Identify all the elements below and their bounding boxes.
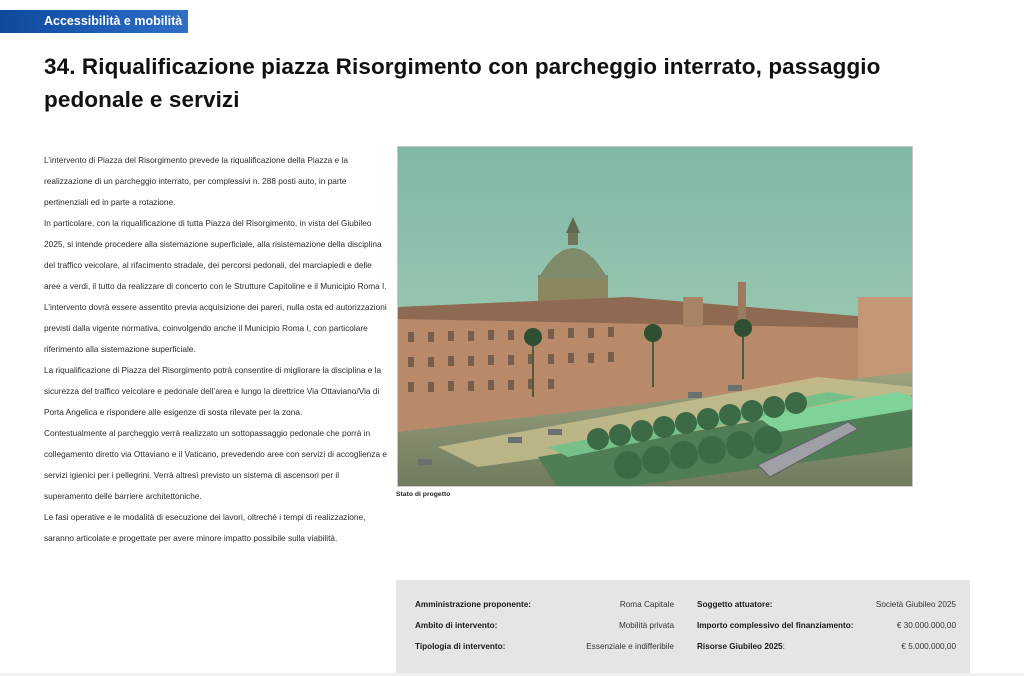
ambito-value: Mobilità privata (618, 621, 674, 630)
soggetto-value: Società Giubileo 2025 (875, 600, 956, 609)
risorse-label-group (697, 641, 785, 653)
body-paragraph: Le fasi operative e le modalità di esecuzione dei lavori, oltreché i tempi di realizzazione, saranno articolate e progettate per avere minore impatto possibile sulla viabilità. (44, 512, 366, 543)
risorse-label: Risorse Giubileo 2025 (697, 642, 783, 651)
project-info-box (396, 580, 970, 673)
body-paragraph: L’intervento dovrà essere assentito previa acquisizione dei pareri, nulla osta ed autorizzazioni previsti dalla vigente normativa, coinvolgendo anche il Municipio Roma I, con particolare riferimento alla sistemazione superficiale. (44, 302, 387, 354)
body-paragraph: L’intervento di Piazza del Risorgimento prevede la riqualificazione della Piazza e la realizzazione di un parcheggio interrato, per complessivi n. 288 posti auto, in parte pertinenziali ed in parte a rotazione. (44, 155, 348, 207)
amministrazione-value: Roma Capitale (619, 600, 674, 609)
importo-label: Importo complessivo del finanziamento: (697, 621, 854, 630)
project-illustration (397, 146, 913, 487)
risorse-value: € 5.000.000,00 (901, 642, 956, 651)
category-badge: Accessibilità e mobilità (0, 10, 188, 33)
tipologia-value: Essenziale e indifferibile (586, 642, 674, 651)
piazza-risorgimento-drawing (398, 147, 913, 487)
page-title: 34. Riqualificazione piazza Risorgimento con parcheggio interrato, passaggio pedonale e servizi (44, 54, 881, 112)
body-text (44, 150, 389, 549)
tipologia-label: Tipologia di intervento: (415, 642, 506, 651)
body-paragraph: La riqualificazione di Piazza del Risorgimento potrà consentire di migliorare la disciplina e la sicurezza del traffico veicolare e pedonale dell’area e lungo la direttrice Via Ottaviano/Via di Porta Angelica e rispondere alle esigenze di sosta rilevate per la zona. (44, 365, 382, 417)
importo-value: € 30.000.000,00 (896, 621, 956, 630)
risorse-label-suffix: : (782, 642, 785, 651)
body-paragraph: Contestualmente al parcheggio verrà realizzato un sottopassaggio pedonale che porrà in collegamento diretto via Ottaviano e il Vaticano, prevedendo aree con servizi di accoglienza e servizi igienici per i pellegrini. Verrà altresì previsto un sistema di ascensori per il superamento delle barriere architettoniche. (44, 428, 387, 501)
amministrazione-label: Amministrazione proponente: (415, 600, 531, 609)
ambito-label: Ambito di intervento: (415, 621, 498, 630)
soggetto-label: Soggetto attuatore: (697, 600, 773, 609)
body-paragraph: In particolare, con la riqualificazione di tutta Piazza del Risorgimento, in vista del Giubileo 2025, si intende procedere alla sistemazione superficiale, alla risistemazione della disciplina del traffico veicolare, al rifacimento stradale, dei percorsi pedonali, dei marciapiedi e delle aree a verdi, il tutto da realizzare di concerto con le Strutture Capitoline e il Municipio Roma I. (44, 218, 387, 291)
figure-caption: Stato di progetto (396, 491, 451, 498)
